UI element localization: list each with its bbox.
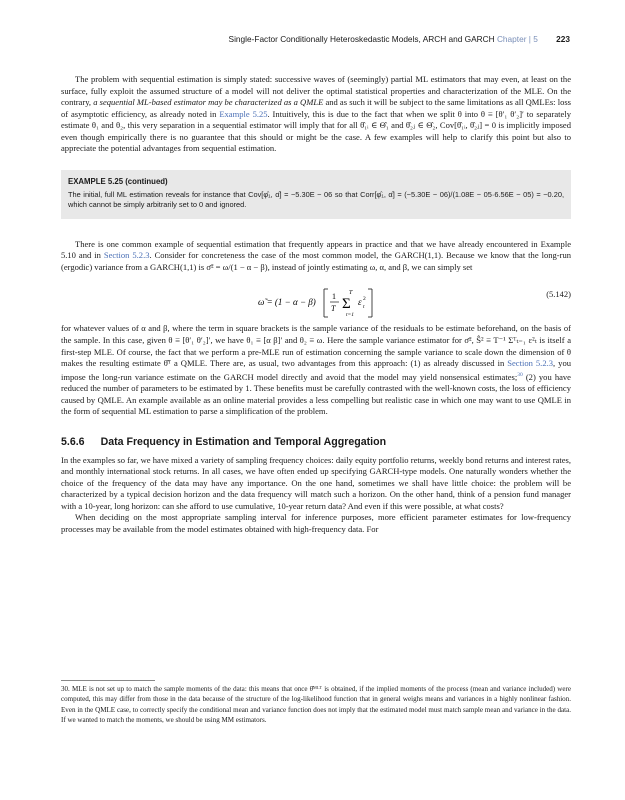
paragraph-sequential-estimation bbox=[61, 74, 571, 155]
running-header bbox=[60, 34, 570, 44]
eq-sum-body: ε bbox=[358, 297, 362, 308]
footnote-30: 30. MLE is not set up to match the sample moments of the data: this means that once θ̂ᴹᴸᵀ is obtained, if the implied moments of the process (mean and variance included) were computed, this may differ from those in the data because of the structure of the log-likelihood function that in general weighs means and variances in a highly nonlinear fashion. Even in the QMLE case, to correctly specify the conditional mean and variance function does not imply that the estimated model must match sample mean and variance in the data. If we wanted to match the moments, we should be using MM estimators. bbox=[61, 685, 571, 725]
italic-run: a sequential ML-based estimator may be characterized as a QMLE bbox=[93, 97, 324, 108]
eq-lhs: ω̃ = (1 − α − β) bbox=[258, 297, 316, 308]
paragraph-data-frequency: In the examples so far, we have mixed a variety of sampling frequency choices: daily equity portfolio returns, weekly bond returns and interest rates, and monthly international stock returns. In all cases, we have often ended up specifying GARCH-type models. One naturally wonders whether the choice of the frequency of the data may have any importance. On the one hand, sometimes we shall have little choice: the problem will be characterized by a typical decision horizon and the data frequency will match such a horizon. On the other hand, think of a pension fund manager with a 10-year, long horizon: can she afford to use cumulative, 10-year return data? And even if this were possible, at what costs? bbox=[61, 454, 571, 511]
eq-sum-lower: t=1 bbox=[346, 312, 354, 319]
equation-svg bbox=[258, 287, 408, 319]
footnote-ref[interactable]: 30 bbox=[517, 371, 523, 378]
text-run: The problem with sequential estimation is simply stated: successive waves of (seemingly) partial ML estimators that may even, at least on the surface, fully exploit the assumed structure of a model will not deliver the optimal statistical properties and characterization of the MLE. On the contrary, bbox=[61, 74, 571, 108]
chapter-label: Chapter | 5 bbox=[496, 34, 538, 44]
eq-frac-den: T bbox=[331, 304, 336, 314]
section-title: Data Frequency in Estimation and Temporal Aggregation bbox=[100, 435, 387, 448]
section-link[interactable]: Section 5.2.3 bbox=[103, 250, 150, 261]
text-run: , you impose the long-run variance estimate on the GARCH model directly and avoid that the model may yield nonsensical estimates; bbox=[61, 358, 571, 382]
paragraph-garch-example bbox=[61, 239, 571, 274]
equation-formula bbox=[258, 287, 408, 321]
text-run: There is one common example of sequential estimation that frequently appears in practice and that we have already encountered in Example 5.10 and in bbox=[61, 238, 571, 261]
paragraph-sampling-interval: When deciding on the most appropriate sampling interval for inference purposes, more efficient parameter estimates for low-frequency processes may be available from the model estimates obtained with high-frequency data. For bbox=[61, 512, 571, 534]
eq-sub: t bbox=[363, 304, 365, 311]
page-number: 223 bbox=[556, 34, 570, 44]
equation-5-142 bbox=[61, 277, 571, 321]
example-link[interactable]: Example 5.25 bbox=[219, 108, 268, 119]
example-text: The initial, full ML estimation reveals for instance that Cov[φ̂₁, α̂] = −5.30E − 06 so that Corr[φ̂₁, α̂] = (−5.30E − 06)/(1.08E − 05·6.56E − 05) = −0.20, which cannot be simply arbitrarily set to 0 and ignored. bbox=[68, 189, 564, 210]
section-number: 5.6.6 bbox=[61, 435, 85, 448]
footnote-rule bbox=[61, 680, 155, 681]
eq-sum-upper: T bbox=[349, 290, 353, 297]
text-run: and as such it will be subject to the same limitations as all QMLEs: loss of asymptotic efficiency, as already noted in bbox=[61, 97, 571, 119]
section-link[interactable]: Section 5.2.3 bbox=[507, 358, 554, 369]
eq-sum-symbol: Σ bbox=[342, 296, 351, 313]
page-body bbox=[61, 74, 571, 536]
text-run: (2) you have reduced the number of parameters to be estimated by 1. These benefits must be carefully contrasted with the well-known costs, the loss of efficiency caused by QMLE. An example available as an online material provides a less compelling but realistic case in which one may want to use QMLE in the form of sequential ML estimation to parse a simplification of the problem. bbox=[61, 371, 571, 417]
example-box bbox=[61, 170, 571, 219]
section-heading bbox=[61, 436, 571, 448]
paragraph-sample-variance bbox=[61, 323, 571, 417]
text-run: . Intuitively, this is due to the fact that when we split θ into θ ≡ [θ′₁ θ′₂]′ to separately estimate θ₁ and θ₂, this very separation in a sequential estimator will imply that for all θ̂₁ᵢ ∈ Θ̂₁ and θ̂₂ⱼ ∈ Θ̂₂, Cov[θ̂₁ᵢ, θ̂₂ⱼ] = 0 is implicitly imposed even though empirically there is no guarantee that this should or might be the case. A few examples will help to clarify this point but also to appreciate the potential advantages from sequential estimation. bbox=[61, 108, 571, 154]
equation-number: (5.142) bbox=[546, 289, 571, 300]
example-title: EXAMPLE 5.25 (continued) bbox=[68, 176, 168, 186]
eq-sup: 2 bbox=[363, 296, 366, 303]
running-title: Single-Factor Conditionally Heteroskedastic Models, ARCH and GARCH bbox=[228, 34, 495, 44]
eq-frac-num: 1 bbox=[332, 292, 336, 302]
text-run: for whatever values of α and β, where the term in square brackets is the sample variance of the residuals to be estimate beforehand, on the basis of the sample. In this case, given θ ≡ [θ′₁ θ′₂]′, we have θ₁ ≡ [α β]′ and θ₂ ≡ ω. Here the sample variance estimator for σ̄², Ŝ² ≡ T⁻¹ Σᵀₜ₌₁ ε²ₜ is itself a first-step MLE. Of course, the fact that we perform a pre-MLE run of estimation concerning the sample variance to scale down the dimension of θ makes the resulting estimate θ̂ᵀ a QMLE. There are, as usual, two advantages from this approach: (1) as already discussed in bbox=[61, 323, 571, 369]
text-run: . Consider for concreteness the case of the most common model, the GARCH(1,1). Because we know that the long-run (ergodic) variance from a GARCH(1,1) is σ̄² = ω/(1 − α − β), instead of jointly estimating ω, α, and β, we can simply set bbox=[61, 250, 572, 272]
